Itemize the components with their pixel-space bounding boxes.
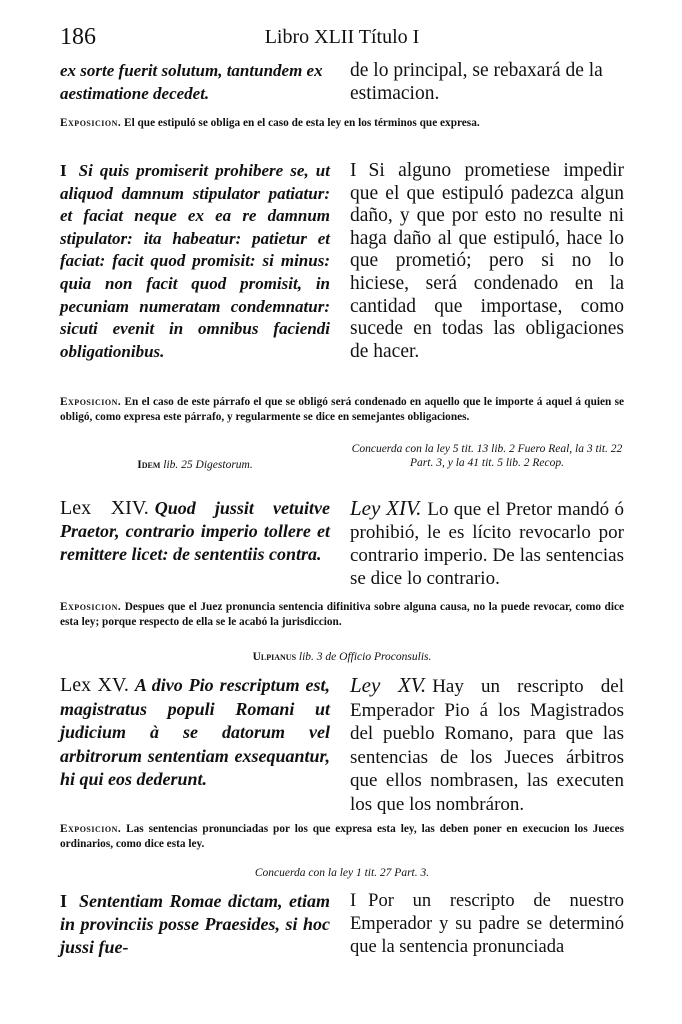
paragraph-block [60,890,624,964]
latin-text: A divo Pio rescriptum est, magistratus populi Romani ut judicium à se datorum vel arbitrorum sententiam exsequantur, hi qui eos dederunt. [60,675,330,789]
exposition-note [60,822,624,852]
ley-label: Ley XV. [350,673,427,697]
latin-law [60,674,330,792]
spanish-text: Hay un rescripto del Emperador Pio á los Magistrados del pueblo Romano, para que las sentencias de los Jueces árbitros que ellos nombrasen, las executen los que los nombráron. [350,676,624,815]
running-title: Libro XLII Título I [264,26,420,48]
paragraph-number: I [350,160,357,181]
source-reference [60,458,330,472]
exposition-text: Despues que el Juez pronuncia sentencia difinitiva sobre alguna causa, no la puede revocar, como dice esta ley; porque respecto de ella se le acabó la jurisdiccion. [60,601,624,628]
paragraph-number: I [60,891,68,911]
exposition-note [60,600,624,630]
exposition-label: Exposicion. [60,117,122,129]
spanish-law [350,674,624,816]
ley-label: Ley XIV. [350,496,422,520]
latin-law [60,497,330,566]
spanish-text: Si alguno prometiese impedir que el que estipuló padezca algun daño, y que por esto no resulte ni haga daño al que estipuló, hace lo que prometió; pero si no lo hiciese, será condenado en la cantidad que importase, como sucede en todas las obligaciones de hacer. [350,160,624,362]
page-number: 186 [60,24,96,50]
paragraph-number: I [60,161,67,180]
exposition-note [60,116,624,131]
exposition-text: En el caso de este párrafo el que se obligó será condenado en aquello que le importe á aquel á quien se obligó, como expresa este párrafo, y regularmente se dice en semejantes obligaciones. [60,396,625,423]
source-reference [60,650,624,664]
latin-text: Sententiam Romae dictam, etiam in provinciis posse Praesides, si hoc jussi fue- [60,891,330,957]
page-header [60,24,624,54]
exposition-text: Las sentencias pronunciadas por los que expresa esta ley, las deben poner en execucion los Jueces ordinarios, como dice esta ley. [60,823,624,850]
reference-row [60,442,624,490]
exposition-label: Exposicion. [60,396,122,408]
exposition-text: El que estipuló se obliga en el caso de esta ley en los términos que expresa. [124,117,480,129]
lex-label: Lex XIV. [60,497,149,519]
paragraph-number: I [350,891,357,911]
spanish-text: Por un rescripto de nuestro Emperador y su padre se determinó que la sentencia pronunciada [350,891,624,957]
latin-text: Si quis promiserit prohibere se, ut aliquod damnum stipulator patiatur: et faciat neque ex ea re damnum stipulator: ita habeatur: patietur et faciat: facit quod promisit: si minus: quia non facit quod promisit, in pecuniam numeratam condemnatur: sicuti evenit in omnibus faciendi obligationibus. [60,161,330,361]
law-block [60,497,624,592]
exposition-label: Exposicion. [60,823,122,835]
lex-label: Lex XV. [60,674,129,696]
latin-paragraph [60,160,330,363]
paragraph-block [60,160,624,385]
exposition-label: Exposicion. [60,601,122,613]
exposition-note [60,395,624,425]
source-author: Ulpianus [252,651,297,663]
source-work: lib. 3 de Officio Proconsulis. [298,651,432,663]
concordance-reference: Concuerda con la ley 5 tit. 13 lib. 2 Fuero Real, la 3 tit. 22 Part. 3, y la 41 tit. 5 lib. 2 Recop. [351,443,623,469]
continuation-block [60,60,624,110]
spanish-text: de lo principal, se rebaxará de la estimacion. [350,60,603,104]
spanish-paragraph [350,890,624,959]
spanish-text: Lo que el Pretor mandó ó prohibió, le es lícito revocarlo por contrario imperio. De las sentencias se dice lo contrario. [350,499,624,589]
law-block [60,674,624,814]
spanish-law [350,497,624,590]
latin-paragraph [60,890,330,959]
spanish-paragraph [350,160,624,363]
concordance-reference: Concuerda con la ley 1 tit. 27 Part. 3. [254,867,430,879]
latin-text: ex sorte fuerit solutum, tantundem ex aestimatione decedet. [60,61,323,103]
latin-text: Quod jussit vetuitve Praetor, contrario imperio tollere et remittere licet: de sententiis contra. [60,498,330,564]
source-work: lib. 25 Digestorum. [163,459,253,471]
source-author: Idem [137,459,161,471]
